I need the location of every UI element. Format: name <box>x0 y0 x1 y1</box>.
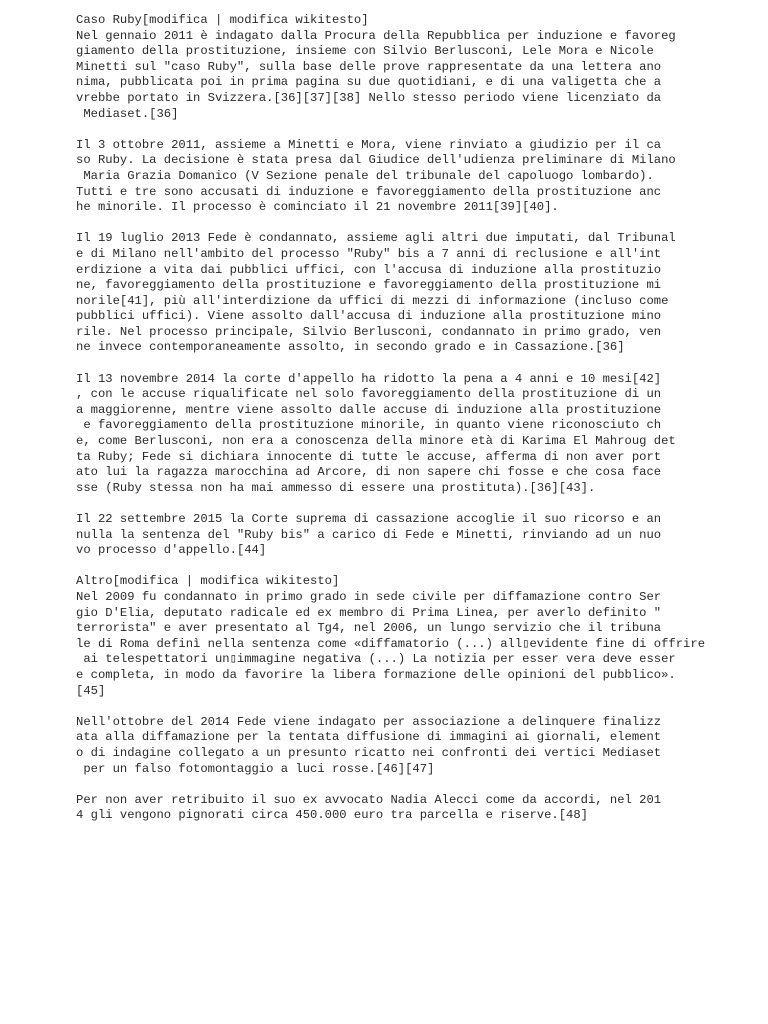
text-line: ata alla diffamazione per la tentata diffusione di immagini ai giornali, element <box>76 730 662 745</box>
text-line: gio D'Elia, deputato radicale ed ex membro di Prima Linea, per averlo definito " <box>76 605 662 620</box>
text-line: per un falso fotomontaggio a luci rosse.[46][47] <box>76 761 435 776</box>
text-line: rile. Nel processo principale, Silvio Berlusconi, condannato in primo grado, ven <box>76 324 662 339</box>
paragraph-indagine-2014 <box>76 715 756 777</box>
text-line: Il 3 ottobre 2011, assieme a Minetti e Mora, viene rinviato a giudizio per il ca <box>76 137 662 152</box>
text-line: nima, pubblicata poi in prima pagina su due quotidiani, e di una valigetta che a <box>76 75 662 90</box>
text-line: erdizione a vita dai pubblici uffici, con l'accusa di induzione alla prostituzio <box>76 262 662 277</box>
paragraph-rinvio-giudizio <box>76 138 756 216</box>
text-line: sse (Ruby stessa non ha mai ammesso di essere una prostituta).[36][43]. <box>76 480 596 495</box>
text-line: , con le accuse riqualificate nel solo favoreggiamento della prostituzione di un <box>76 387 662 402</box>
text-line: e completa, in modo da favorire la libera formazione delle opinioni del pubblico». <box>76 667 676 682</box>
text-line: norile[41], più all'interdizione da uffici di mezzi di informazione (incluso come <box>76 293 669 308</box>
text-line: nulla la sentenza del "Ruby bis" a carico di Fede e Minetti, rinviando ad un nuo <box>76 527 662 542</box>
paragraph-pignoramento <box>76 793 756 824</box>
text-line: Il 19 luglio 2013 Fede è condannato, assieme agli altri due imputati, dal Tribunal <box>76 231 676 246</box>
text-line: o di indagine collegato a un presunto ricatto nei confronti dei vertici Mediaset <box>76 745 662 760</box>
text-line: [45] <box>76 683 106 698</box>
text-line: so Ruby. La decisione è stata presa dal Giudice dell'udienza preliminare di Milano <box>76 153 676 168</box>
text-line: Per non aver retribuito il suo ex avvocato Nadia Alecci come da accordi, nel 201 <box>76 792 662 807</box>
section-heading-altro: Altro[modifica | modifica wikitesto] <box>76 574 340 589</box>
text-line: Il 13 novembre 2014 la corte d'appello ha ridotto la pena a 4 anni e 10 mesi[42] <box>76 371 662 386</box>
text-line: Maria Grazia Domanico (V Sezione penale del tribunale del capoluogo lombardo). <box>76 168 654 183</box>
paragraph-appello-2014 <box>76 372 756 497</box>
text-line: terrorista" e aver presentato al Tg4, nel 2006, un lungo servizio che il tribuna <box>76 621 662 636</box>
text-line: Tutti e tre sono accusati di induzione e favoreggiamento della prostituzione anc <box>76 184 662 199</box>
text-line: he minorile. Il processo è cominciato il 21 novembre 2011[39][40]. <box>76 200 559 215</box>
text-line: Minetti sul "caso Ruby", sulla base delle prove rappresentate da una lettera ano <box>76 59 662 74</box>
text-line: ne, favoreggiamento della prostituzione e favoreggiamento della prostituzione mi <box>76 278 662 293</box>
paragraph-altro <box>76 574 756 699</box>
document-page <box>76 13 756 839</box>
text-line: ta Ruby; Fede si dichiara innocente di tutte le accuse, afferma di non aver port <box>76 449 662 464</box>
text-line: e, come Berlusconi, non era a conoscenza della minore età di Karima El Mahroug det <box>76 434 676 449</box>
text-line: ato lui la ragazza marocchina ad Arcore, di non sapere chi fosse e che cosa face <box>76 465 662 480</box>
text-line: ne invece contemporaneamente assolto, in secondo grado e in Cassazione.[36] <box>76 340 625 355</box>
text-line: a maggiorenne, mentre viene assolto dalle accuse di induzione alla prostituzione <box>76 402 662 417</box>
text-line: ai telespettatori un▯immagine negativa (...) La notizia per esser vera deve esser <box>76 652 676 667</box>
text-line: Nel 2009 fu condannato in primo grado in sede civile per diffamazione contro Ser <box>76 589 662 604</box>
text-line: e di Milano nell'ambito del processo "Ruby" bis a 7 anni di reclusione e all'int <box>76 246 662 261</box>
text-line: le di Roma definì nella sentenza come «diffamatorio (...) all▯evidente fine di offrire <box>76 636 706 651</box>
text-line: Il 22 settembre 2015 la Corte suprema di cassazione accoglie il suo ricorso e an <box>76 512 662 526</box>
text-line: vrebbe portato in Svizzera.[36][37][38] Nello stesso periodo viene licenziato da <box>76 90 662 105</box>
text-line: giamento della prostituzione, insieme con Silvio Berlusconi, Lele Mora e Nicole <box>76 44 654 59</box>
text-line: Nel gennaio 2011 è indagato dalla Procura della Repubblica per induzione e favoreg <box>76 28 676 43</box>
text-line: 4 gli vengono pignorati circa 450.000 euro tra parcella e riserve.[48] <box>76 808 588 823</box>
text-line: vo processo d'appello.[44] <box>76 543 267 558</box>
text-line: Mediaset.[36] <box>76 106 179 121</box>
paragraph-condanna-2013 <box>76 231 756 356</box>
paragraph-cassazione-2015 <box>76 512 756 559</box>
paragraph-caso-ruby-intro <box>76 13 756 122</box>
section-heading-caso-ruby: Caso Ruby[modifica | modifica wikitesto] <box>76 13 369 27</box>
text-line: pubblici uffici). Viene assolto dall'accusa di induzione alla prostituzione mino <box>76 309 662 324</box>
text-line: Nell'ottobre del 2014 Fede viene indagato per associazione a delinquere finalizz <box>76 714 662 729</box>
text-line: e favoreggiamento della prostituzione minorile, in quanto viene riconosciuto ch <box>76 418 662 433</box>
